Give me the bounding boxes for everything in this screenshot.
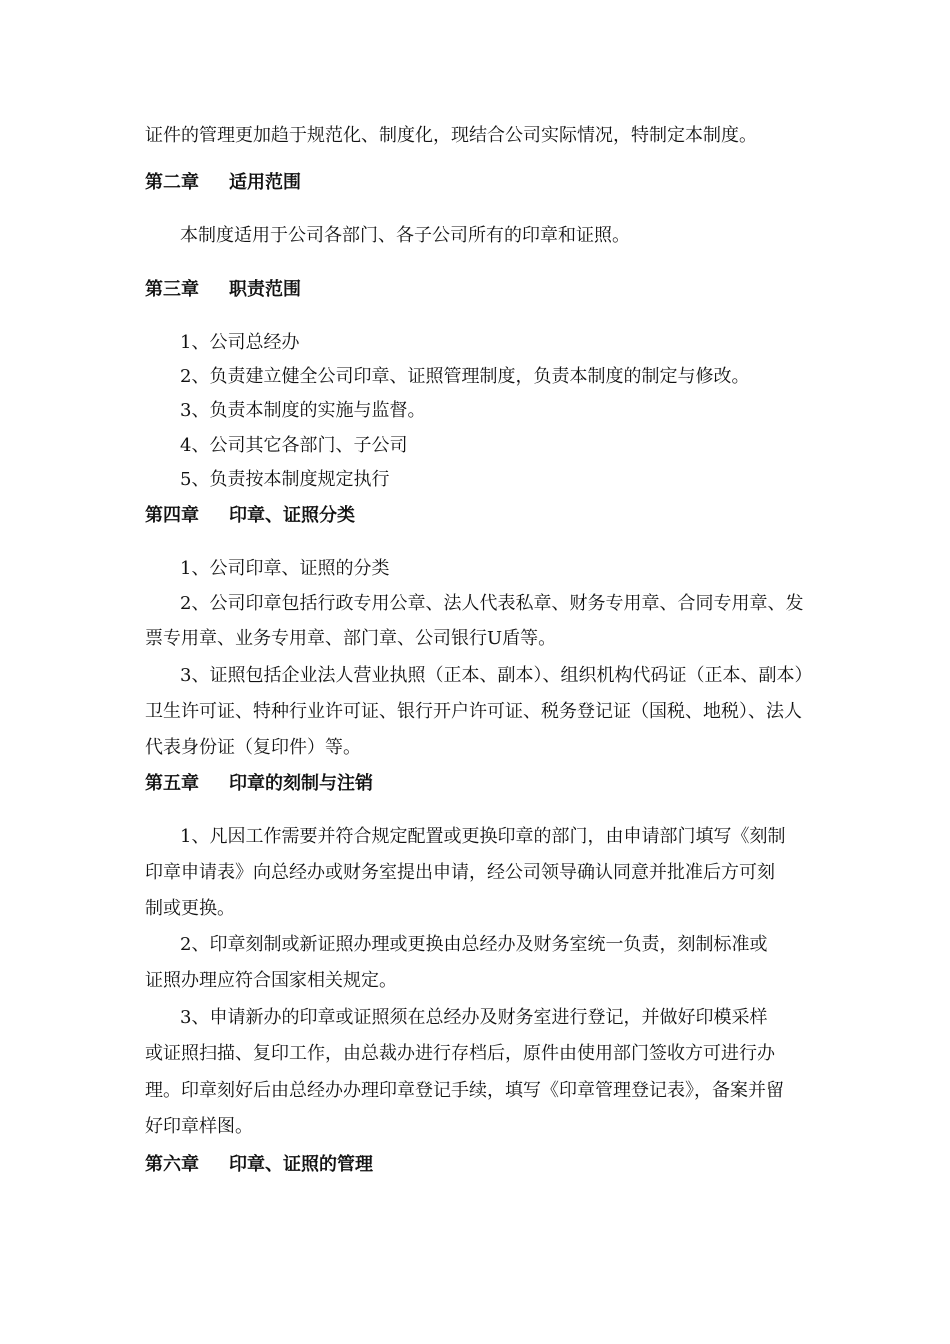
paragraph-line: 2、公司印章包括行政专用公章、法人代表私章、财务专用章、合同专用章、发 bbox=[180, 593, 804, 614]
paragraph-line: 3、证照包括企业法人营业执照（正本、副本）、组织机构代码证（正本、副本） bbox=[180, 665, 813, 686]
paragraph-line: 理。印章刻好后由总经办办理印章登记手续，填写《印章管理登记表》，备案并留 bbox=[145, 1080, 784, 1101]
paragraph-line: 1、凡因工作需要并符合规定配置或更换印章的部门，由申请部门填写《刻制 bbox=[180, 826, 786, 847]
chapter-number: 第五章 bbox=[145, 773, 199, 794]
paragraph-line: 印章申请表》向总经办或财务室提出申请，经公司领导确认同意并批准后方可刻 bbox=[145, 862, 775, 883]
chapter-4-heading bbox=[145, 504, 355, 528]
paragraph-line: 证照办理应符合国家相关规定。 bbox=[145, 970, 397, 991]
chapter-number: 第四章 bbox=[145, 505, 199, 526]
paragraph-line: 票专用章、业务专用章、部门章、公司银行U盾等。 bbox=[145, 628, 557, 649]
chapter-5-heading bbox=[145, 772, 373, 796]
paragraph-line: 或证照扫描、复印工作，由总裁办进行存档后，原件由使用部门签收方可进行办 bbox=[145, 1043, 775, 1064]
list-item: 4、公司其它各部门、子公司 bbox=[180, 435, 408, 456]
paragraph: 本制度适用于公司各部门、各子公司所有的印章和证照。 bbox=[180, 225, 630, 246]
paragraph-line: 1、公司印章、证照的分类 bbox=[180, 558, 390, 579]
chapter-3-heading bbox=[145, 278, 301, 302]
paragraph-line: 卫生许可证、特种行业许可证、银行开户许可证、税务登记证（国税、地税）、法人 bbox=[145, 701, 802, 722]
paragraph-line: 3、申请新办的印章或证照须在总经办及财务室进行登记，并做好印模采样 bbox=[180, 1007, 768, 1028]
list-item: 5、负责按本制度规定执行 bbox=[180, 469, 390, 490]
paragraph-line: 2、印章刻制或新证照办理或更换由总经办及财务室统一负责，刻制标准或 bbox=[180, 934, 768, 955]
chapter-title: 印章、证照的管理 bbox=[229, 1154, 373, 1175]
chapter-title: 适用范围 bbox=[229, 172, 301, 193]
chapter-title: 印章的刻制与注销 bbox=[229, 773, 373, 794]
list-item: 3、负责本制度的实施与监督。 bbox=[180, 400, 426, 421]
list-item: 1、公司总经办 bbox=[180, 332, 300, 353]
chapter-number: 第六章 bbox=[145, 1154, 199, 1175]
paragraph-line: 好印章样图。 bbox=[145, 1116, 253, 1137]
paragraph-line: 制或更换。 bbox=[145, 898, 235, 919]
chapter-6-heading bbox=[145, 1153, 373, 1177]
chapter-number: 第三章 bbox=[145, 279, 199, 300]
chapter-title: 职责范围 bbox=[229, 279, 301, 300]
chapter-title: 印章、证照分类 bbox=[229, 505, 355, 526]
paragraph-intro: 证件的管理更加趋于规范化、制度化，现结合公司实际情况，特制定本制度。 bbox=[145, 125, 757, 146]
paragraph-line: 代表身份证（复印件）等。 bbox=[145, 737, 361, 758]
chapter-2-heading bbox=[145, 171, 301, 195]
chapter-number: 第二章 bbox=[145, 172, 199, 193]
list-item: 2、负责建立健全公司印章、证照管理制度，负责本制度的制定与修改。 bbox=[180, 366, 750, 387]
